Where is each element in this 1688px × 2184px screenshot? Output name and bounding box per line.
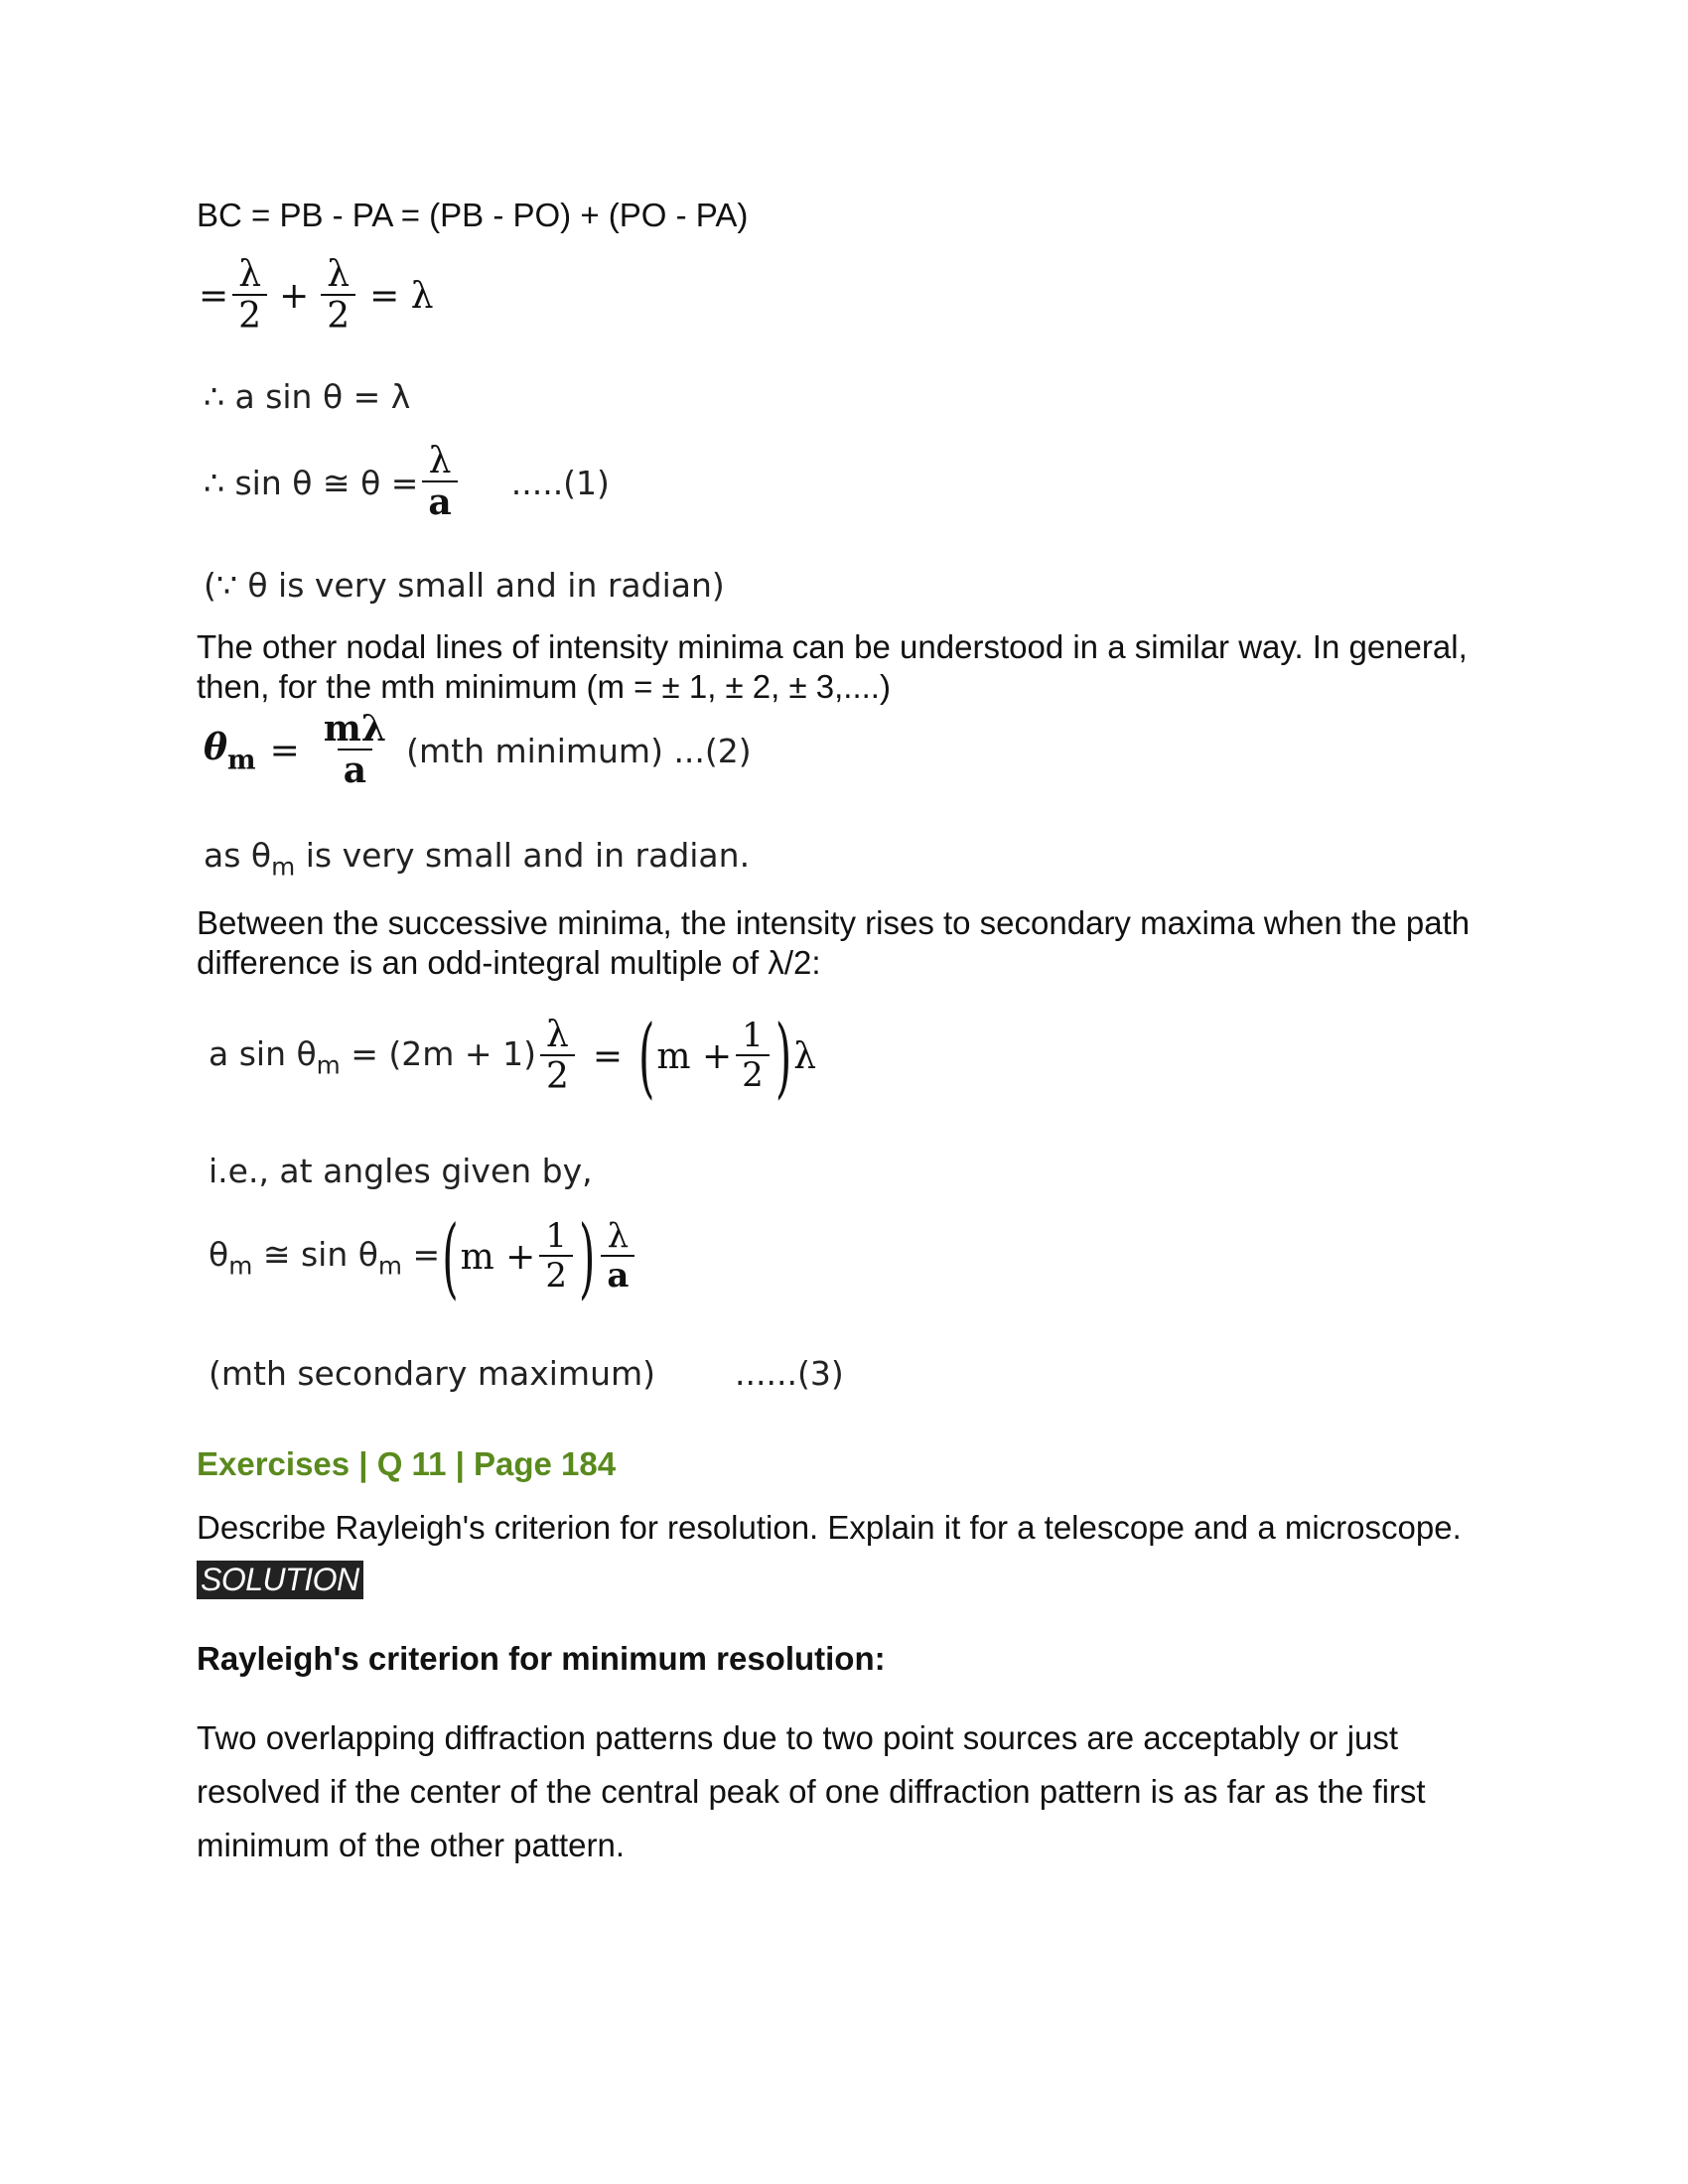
inner-m-plus: m + bbox=[656, 1036, 733, 1078]
subscript-m: m bbox=[377, 1251, 403, 1281]
equation-label-secondary-maximum bbox=[209, 1354, 844, 1393]
note-theta-m-small bbox=[204, 836, 750, 882]
subscript-m: m bbox=[228, 1251, 253, 1281]
equals-sign: = bbox=[592, 1036, 624, 1078]
fraction-lambda-over-a bbox=[422, 443, 457, 523]
equation-bc-path-difference: BC = PB - PA = (PB - PO) + (PO - PA) bbox=[197, 197, 749, 233]
frac-denominator: a bbox=[601, 1255, 634, 1296]
fraction-one-half bbox=[539, 1216, 573, 1296]
frac-numerator: 1 bbox=[742, 1016, 764, 1056]
equation-half-wavelength-sum bbox=[199, 256, 434, 337]
frac-denominator: 2 bbox=[232, 294, 267, 337]
left-paren: ( bbox=[638, 1006, 655, 1109]
lambda-symbol: λ bbox=[793, 1036, 817, 1078]
fraction-lambda-over-2 bbox=[540, 1017, 575, 1097]
equation-tag: .....(1) bbox=[510, 464, 610, 503]
note-post: is very small and in radian. bbox=[295, 836, 751, 875]
criterion-heading: Rayleigh's criterion for minimum resolution: bbox=[197, 1640, 886, 1677]
subscript-m: m bbox=[227, 745, 256, 776]
right-paren: ) bbox=[578, 1205, 596, 1308]
frac-numerator: λ bbox=[327, 254, 351, 295]
frac-denominator: a bbox=[338, 749, 372, 791]
fraction-lambda-over-2 bbox=[321, 256, 355, 337]
plus-sign: + bbox=[279, 276, 310, 318]
eq-result: = λ bbox=[369, 276, 434, 318]
fraction-one-half bbox=[736, 1016, 770, 1095]
equals-sign: = bbox=[402, 1234, 441, 1274]
solution-label: SOLUTION bbox=[197, 1561, 363, 1599]
eq-pre: a sin θ bbox=[209, 1033, 317, 1073]
frac-denominator: 2 bbox=[540, 1054, 575, 1097]
paragraph-secondary-maxima: Between the successive minima, the intensity rises to secondary maxima when the path difference is an odd-integral multiple of λ/2: bbox=[197, 904, 1471, 981]
eq-lhs bbox=[209, 1235, 440, 1281]
eq-mid: ≅ sin θ bbox=[252, 1234, 378, 1274]
frac-numerator: λ bbox=[428, 441, 452, 481]
frac-denominator: a bbox=[422, 480, 457, 523]
label-text: (mth secondary maximum) bbox=[209, 1354, 656, 1393]
eq-pre: θ bbox=[209, 1234, 229, 1274]
note-theta-small: (∵ θ is very small and in radian) bbox=[204, 566, 725, 605]
eq-mid: = (2m + 1) bbox=[340, 1033, 536, 1073]
fraction-m-lambda-over-a bbox=[318, 708, 392, 791]
equation-tag: ......(3) bbox=[735, 1354, 844, 1393]
frac-numerator: 1 bbox=[545, 1216, 567, 1256]
criterion-body: Two overlapping diffraction patterns due to two point sources are acceptably or just resolved if the center of the central peak of one diffraction pattern is as far as the first minimum of the other pattern. bbox=[197, 1719, 1426, 1863]
question-text: Describe Rayleigh's criterion for resolution. Explain it for a telescope and a microscope. bbox=[197, 1509, 1462, 1546]
frac-denominator: 2 bbox=[321, 294, 355, 337]
note-pre: as θ bbox=[204, 836, 272, 875]
equation-secondary-maxima-condition bbox=[209, 1006, 817, 1109]
paragraph-nodal-lines: The other nodal lines of intensity minima can be understood in a similar way. In general, then, for the mth minimum (m = ± 1, ± 2, ± 3,....) bbox=[197, 628, 1468, 705]
inner-m-plus: m + bbox=[460, 1236, 536, 1278]
frac-denominator: 2 bbox=[736, 1054, 770, 1095]
frac-numerator: λ bbox=[545, 1015, 569, 1055]
right-paren: ) bbox=[774, 1006, 792, 1109]
theta-symbol bbox=[204, 727, 256, 775]
frac-numerator: λ bbox=[607, 1216, 630, 1256]
eq-lead: ∴ sin θ ≅ θ = bbox=[204, 464, 419, 503]
equation-a-sin-theta: ∴ a sin θ = λ bbox=[204, 377, 411, 416]
equation-theta-m-minimum bbox=[204, 708, 752, 791]
subscript-m: m bbox=[271, 852, 296, 882]
frac-numerator: mλ bbox=[323, 708, 387, 750]
frac-denominator: 2 bbox=[539, 1255, 573, 1296]
equation-tag: (mth minimum) ...(2) bbox=[406, 732, 752, 771]
eq-lhs bbox=[209, 1034, 536, 1080]
fraction-lambda-over-2 bbox=[232, 256, 267, 337]
fraction-lambda-over-a bbox=[601, 1216, 634, 1296]
frac-numerator: λ bbox=[238, 254, 262, 295]
equation-secondary-angles bbox=[209, 1205, 638, 1308]
subscript-m: m bbox=[316, 1050, 341, 1080]
equation-sin-theta-approx bbox=[204, 443, 610, 523]
equals-sign: = bbox=[269, 731, 300, 772]
eq-lead: = bbox=[199, 276, 229, 318]
theta-char: θ bbox=[204, 726, 228, 768]
text-ie-angles: i.e., at angles given by, bbox=[209, 1152, 593, 1190]
exercise-heading: Exercises | Q 11 | Page 184 bbox=[197, 1445, 617, 1482]
left-paren: ( bbox=[442, 1205, 459, 1308]
